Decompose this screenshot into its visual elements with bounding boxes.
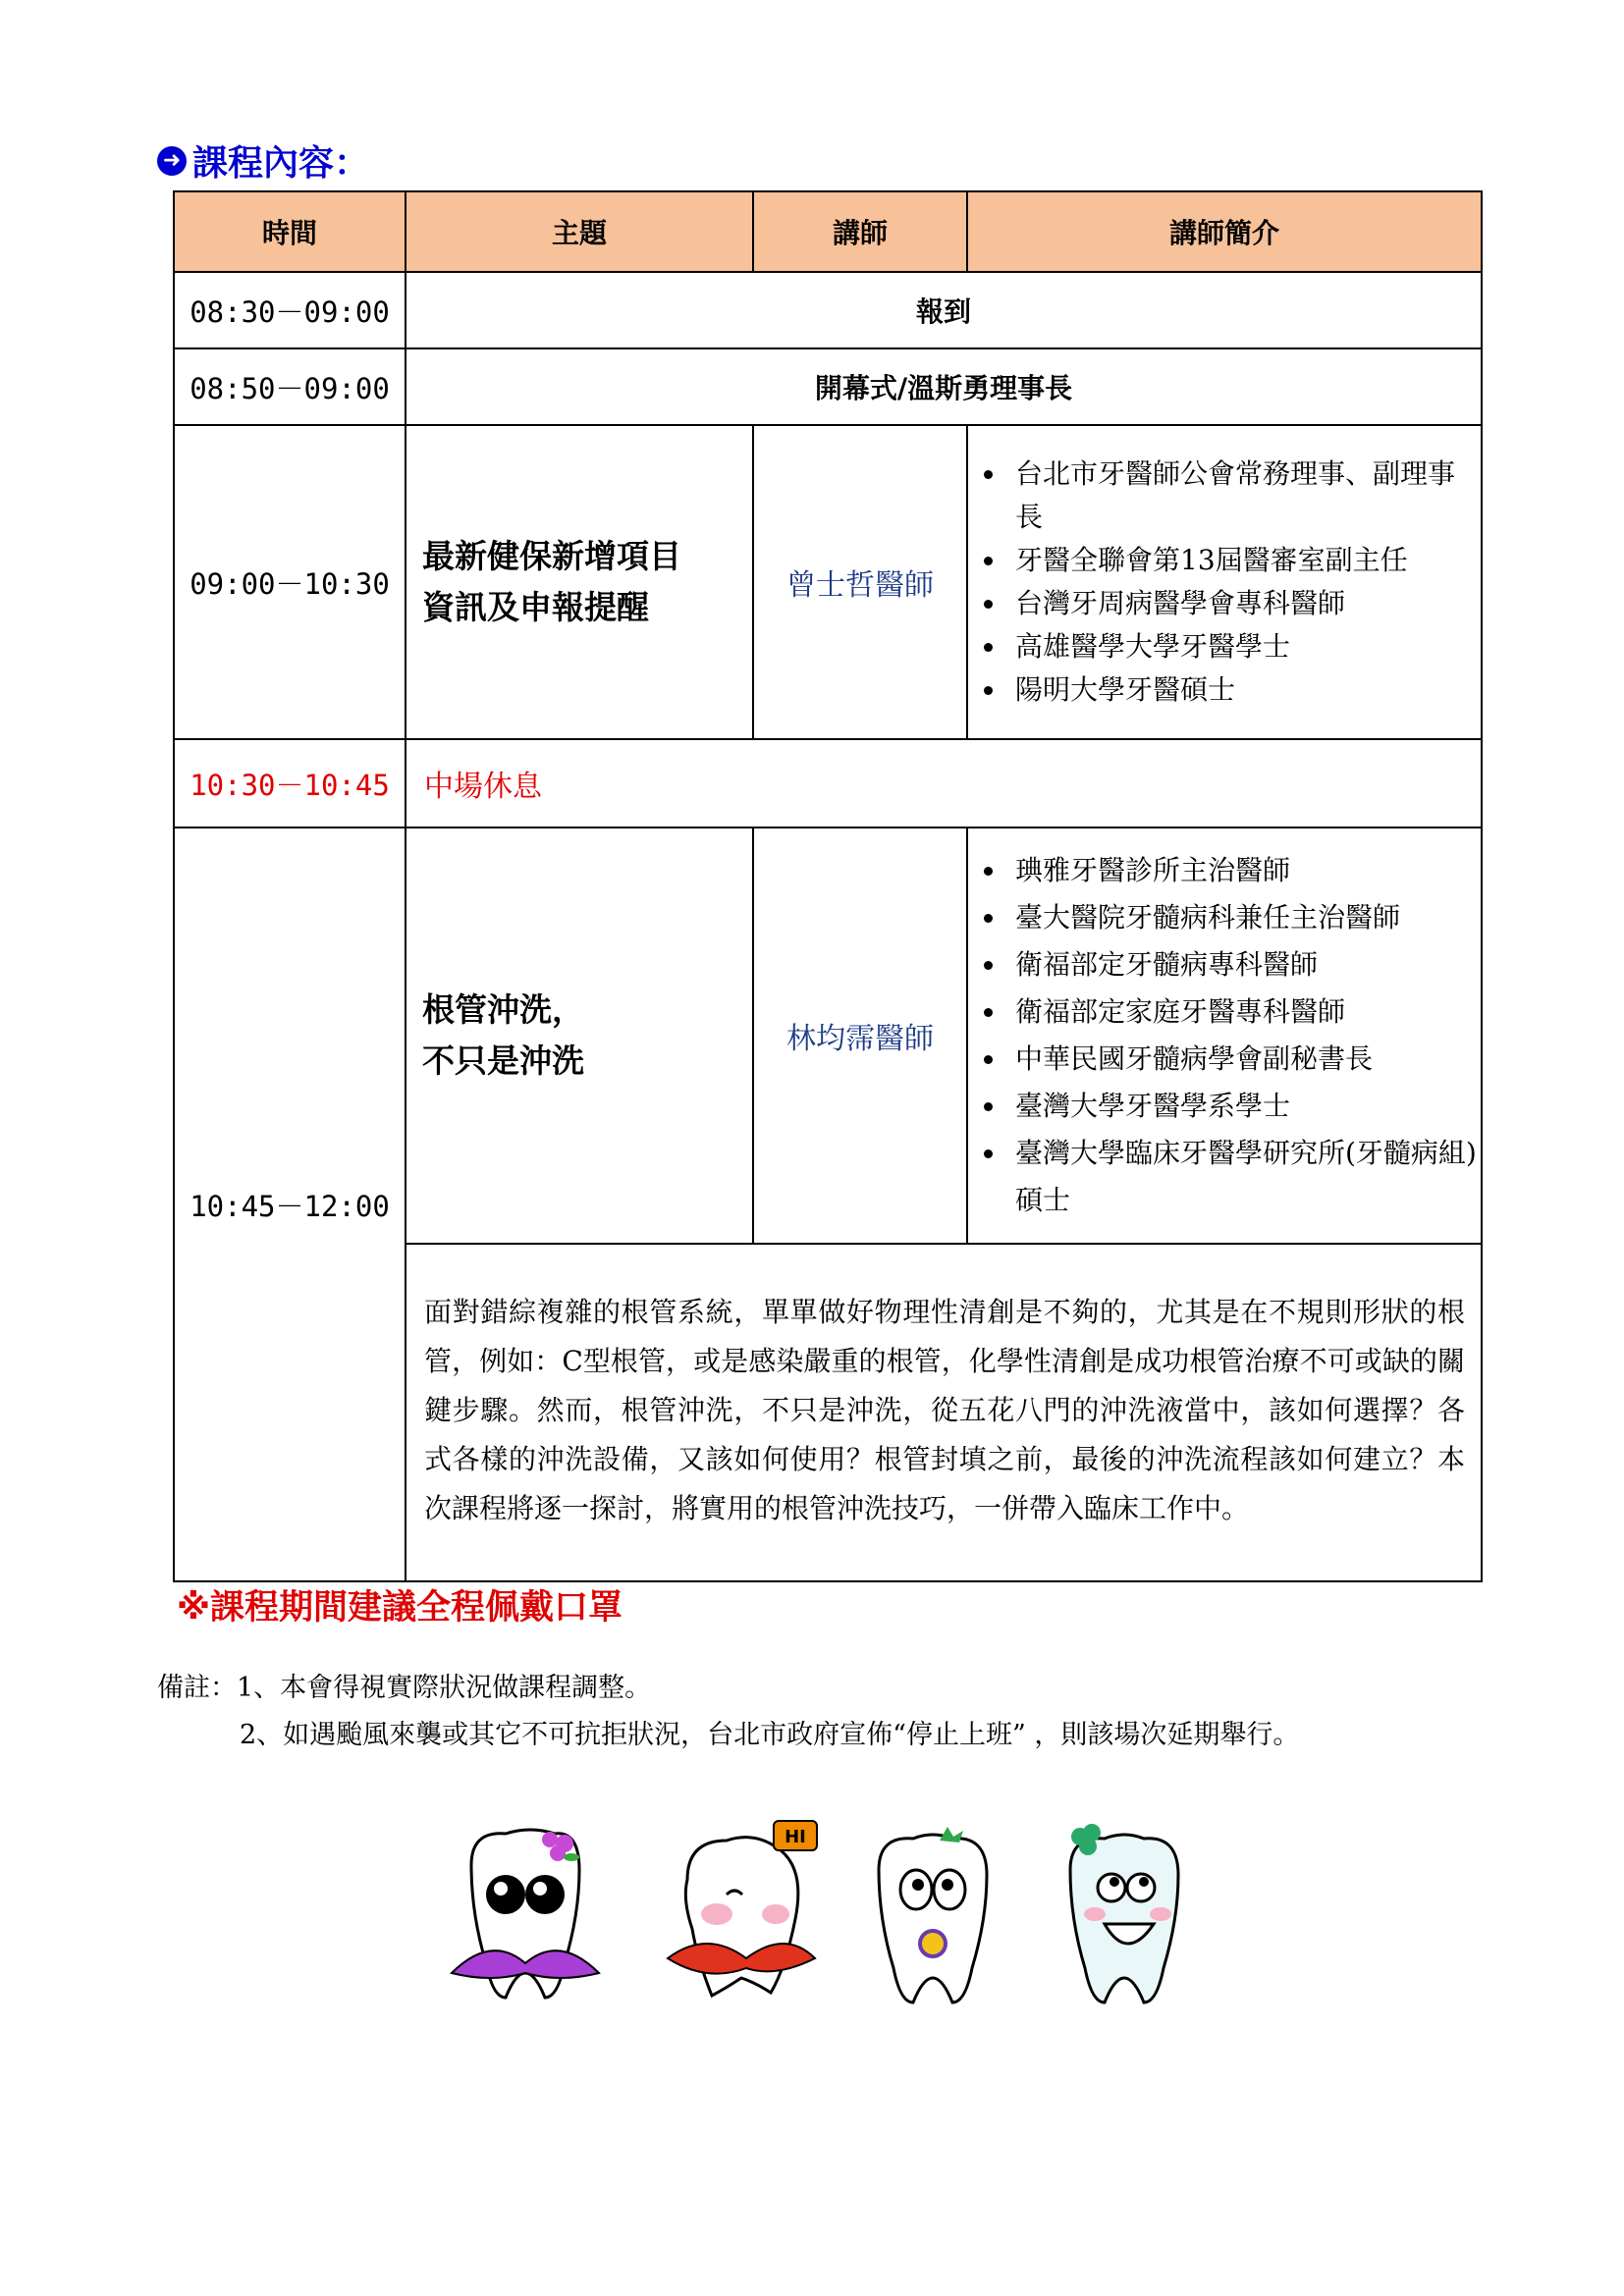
bio-item: • 臺灣大學牙醫學系學士 <box>1007 1083 1481 1130</box>
tooth-mascot-purple-flower-icon <box>452 1830 599 1998</box>
speaker-name: 林均霈醫師 <box>753 828 967 1244</box>
row-time: 10:30－10:45 <box>174 739 406 828</box>
hi-sign-text: HI <box>785 1827 806 1847</box>
table-row <box>174 272 1482 348</box>
bio-item: • 陽明大學牙醫碩士 <box>1007 668 1481 712</box>
bio-item: • 琠雅牙醫診所主治醫師 <box>1007 847 1481 894</box>
topic-line: 不只是沖洗 <box>422 1041 584 1080</box>
session-topic <box>406 425 753 739</box>
bio-item: • 衛福部定家庭牙醫專科醫師 <box>1007 988 1481 1036</box>
table-row <box>174 739 1482 828</box>
row-content: 報到 <box>406 272 1482 348</box>
tooth-mascots <box>422 1816 1267 2012</box>
row-content: 開幕式/溫斯勇理事長 <box>406 348 1482 425</box>
table-header-row <box>174 191 1482 272</box>
bio-item: • 衛福部定牙髓病專科醫師 <box>1007 941 1481 988</box>
remark-line: 2、如遇颱風來襲或其它不可抗拒狀況，台北市政府宣佈“停止上班” ，則該場次延期舉行。 <box>240 1720 1300 1750</box>
header-speaker: 講師 <box>753 191 967 272</box>
section-heading <box>157 135 369 186</box>
header-time: 時間 <box>174 191 406 272</box>
bio-item: • 台灣牙周病醫學會專科醫師 <box>1007 582 1481 625</box>
topic-line: 根管沖洗， <box>422 990 584 1029</box>
course-description: 面對錯綜複雜的根管系統，單單做好物理性清創是不夠的，尤其是在不規則形狀的根管，例如：C型根管，或是感染嚴重的根管，化學性清創是成功根管治療不可或缺的關鍵步驟。然而，根管沖洗，不只是沖洗，從五花八門的沖洗液當中，該如何選擇？各式各樣的沖洗設備，又該如何使用？根管封填之前，最後的沖洗流程該如何建立？本次課程將逐一探討，將實用的根管沖洗技巧，一併帶入臨床工作中。 <box>406 1244 1482 1581</box>
bio-item: • 台北市牙醫師公會常務理事、副理事長 <box>1007 453 1481 539</box>
row-time: 08:50－09:00 <box>174 348 406 425</box>
right-arrow-circle-icon: ➜ <box>157 146 187 176</box>
section-heading-text: 課程內容： <box>192 143 370 184</box>
topic-line: 資訊及申報提醒 <box>422 588 649 626</box>
course-schedule-table <box>173 190 1483 1582</box>
row-time: 09:00－10:30 <box>174 425 406 739</box>
bio-item: • 高雄醫學大學牙醫學士 <box>1007 625 1481 668</box>
mask-notice: ※課程期間建議全程佩戴口罩 <box>177 1588 623 1628</box>
session-topic <box>406 828 753 1244</box>
tooth-mascot-clover-icon <box>1070 1824 1178 2002</box>
table-row <box>174 828 1482 1244</box>
tooth-mascot-pacifier-icon <box>879 1827 987 2002</box>
header-speaker-bio: 講師簡介 <box>967 191 1482 272</box>
bio-item: • 中華民國牙髓病學會副秘書長 <box>1007 1036 1481 1083</box>
bio-item: • 臺灣大學臨床牙醫學研究所(牙髓病組)碩士 <box>1007 1130 1481 1224</box>
header-topic: 主題 <box>406 191 753 272</box>
remark-line: 備註：1、本會得視實際狀況做課程調整。 <box>157 1673 652 1703</box>
speaker-bio <box>967 828 1482 1244</box>
row-time: 10:45－12:00 <box>174 828 406 1581</box>
row-time: 08:30－09:00 <box>174 272 406 348</box>
speaker-name: 曾士哲醫師 <box>753 425 967 739</box>
bio-item: • 牙醫全聯會第13屆醫審室副主任 <box>1007 539 1481 582</box>
table-row <box>174 348 1482 425</box>
bio-item: • 臺大醫院牙髓病科兼任主治醫師 <box>1007 894 1481 941</box>
break-label: 中場休息 <box>406 739 1482 828</box>
speaker-bio <box>967 425 1482 739</box>
table-row <box>174 425 1482 739</box>
remarks <box>157 1665 1299 1759</box>
tooth-mascot-hi-sign-icon <box>668 1821 817 1996</box>
topic-line: 最新健保新增項目 <box>422 537 681 575</box>
